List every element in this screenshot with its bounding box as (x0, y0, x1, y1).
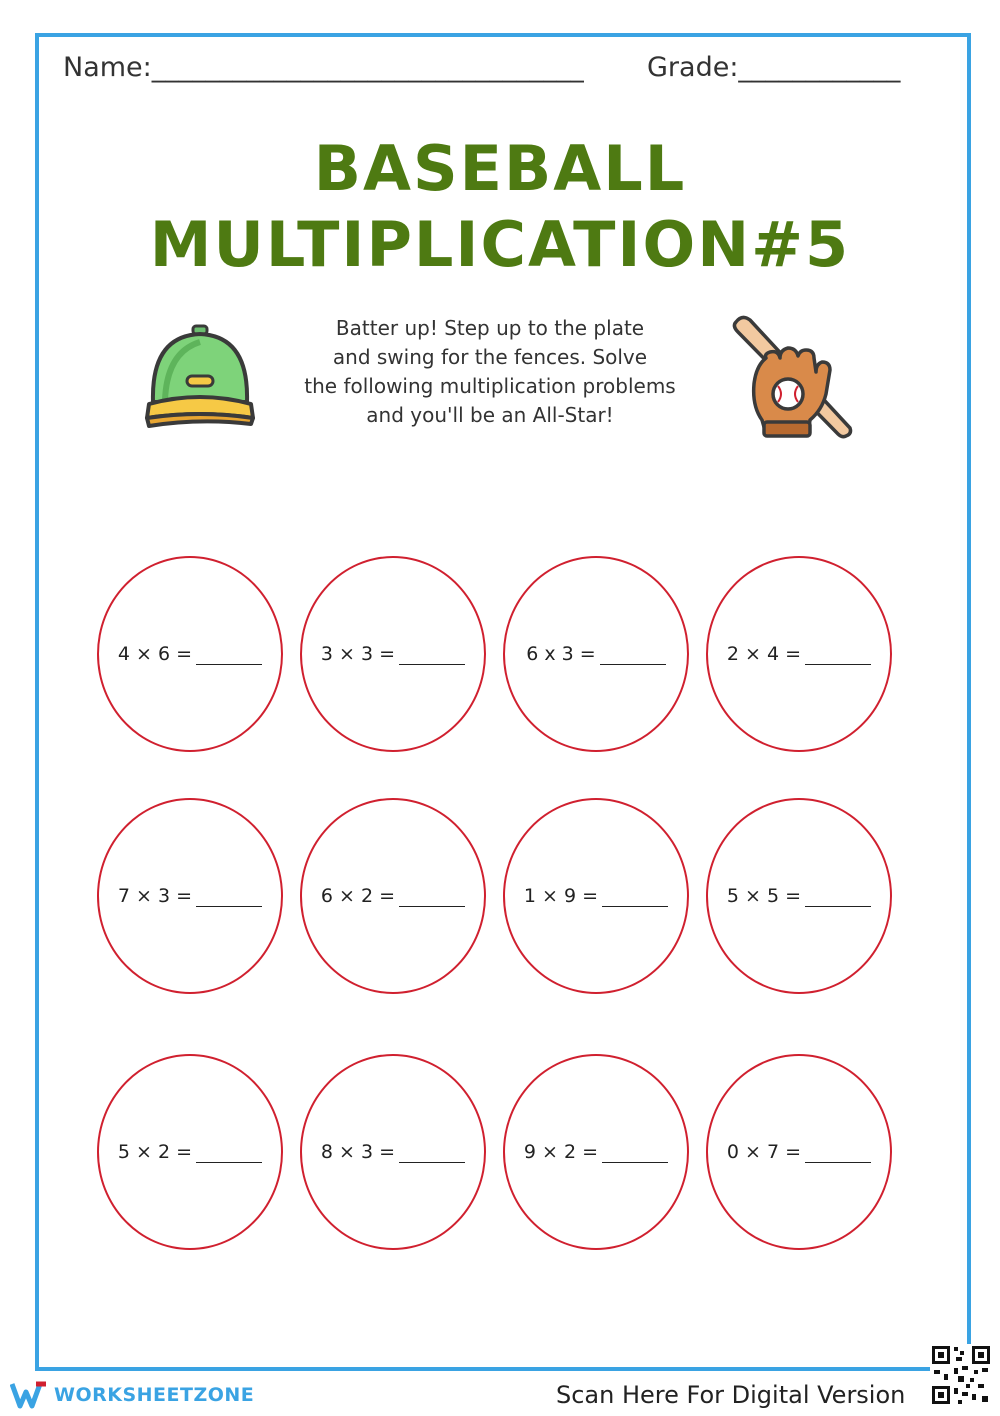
equation-expression: 3 × 3 = (320, 643, 396, 665)
equation-expression: 0 × 7 = (726, 1141, 802, 1163)
problem-ball (706, 798, 892, 994)
equation (302, 558, 484, 750)
problem-ball (300, 798, 486, 994)
equation (99, 1056, 281, 1248)
equation (505, 800, 687, 992)
answer-blank[interactable] (399, 1142, 465, 1163)
intro-line: Batter up! Step up to the plate (335, 316, 645, 340)
problem-ball (97, 1054, 283, 1250)
equation-expression: 9 × 2 = (523, 1141, 599, 1163)
equation (505, 1056, 687, 1248)
equation (99, 558, 281, 750)
problem-ball (503, 798, 689, 994)
problem-ball (503, 1054, 689, 1250)
equation (708, 1056, 890, 1248)
brand-name: WORKSHEETZONE (54, 1384, 255, 1406)
glove-and-bat-icon (726, 310, 858, 442)
answer-blank[interactable] (399, 644, 465, 665)
problem-ball (97, 798, 283, 994)
answer-blank[interactable] (602, 1142, 668, 1163)
problem-ball (97, 556, 283, 752)
equation (708, 558, 890, 750)
problem-ball (503, 556, 689, 752)
problem-ball (300, 1054, 486, 1250)
intro-line: and swing for the fences. Solve (332, 345, 648, 369)
answer-blank[interactable] (196, 644, 262, 665)
intro-line: and you'll be an All-Star! (366, 403, 614, 427)
problem-ball (706, 1054, 892, 1250)
equation (302, 1056, 484, 1248)
equation-expression: 4 × 6 = (117, 643, 193, 665)
equation-expression: 5 × 2 = (117, 1141, 193, 1163)
equation-expression: 8 × 3 = (320, 1141, 396, 1163)
equation (708, 800, 890, 992)
equation-expression: 6 × 2 = (320, 885, 396, 907)
grade-field[interactable]: Grade:____________ (647, 52, 901, 83)
equation (302, 800, 484, 992)
equation-expression: 5 × 5 = (726, 885, 802, 907)
answer-blank[interactable] (602, 886, 668, 907)
worksheetzone-logo-icon (10, 1380, 48, 1410)
brand-logo (10, 1378, 254, 1412)
equation-expression: 7 × 3 = (117, 885, 193, 907)
answer-blank[interactable] (399, 886, 465, 907)
answer-blank[interactable] (805, 644, 871, 665)
equation (505, 558, 687, 750)
answer-blank[interactable] (196, 886, 262, 907)
name-field[interactable]: Name:________________________________ (63, 52, 584, 83)
scan-caption: Scan Here For Digital Version (556, 1381, 906, 1409)
baseball-cap-icon (143, 322, 257, 432)
qr-code-icon[interactable] (930, 1344, 992, 1406)
equation (99, 800, 281, 992)
equation-expression: 1 × 9 = (523, 885, 599, 907)
problem-ball (300, 556, 486, 752)
intro-line: the following multiplication problems (304, 374, 676, 398)
answer-blank[interactable] (805, 886, 871, 907)
intro-text (280, 314, 700, 430)
problem-ball (706, 556, 892, 752)
answer-blank[interactable] (600, 644, 666, 665)
title-line-1: BASEBALL (313, 132, 687, 205)
equation-expression: 2 × 4 = (726, 643, 802, 665)
title-line-2: MULTIPLICATION#5 (149, 208, 851, 281)
equation-expression: 6 x 3 = (526, 643, 596, 665)
answer-blank[interactable] (196, 1142, 262, 1163)
answer-blank[interactable] (805, 1142, 871, 1163)
